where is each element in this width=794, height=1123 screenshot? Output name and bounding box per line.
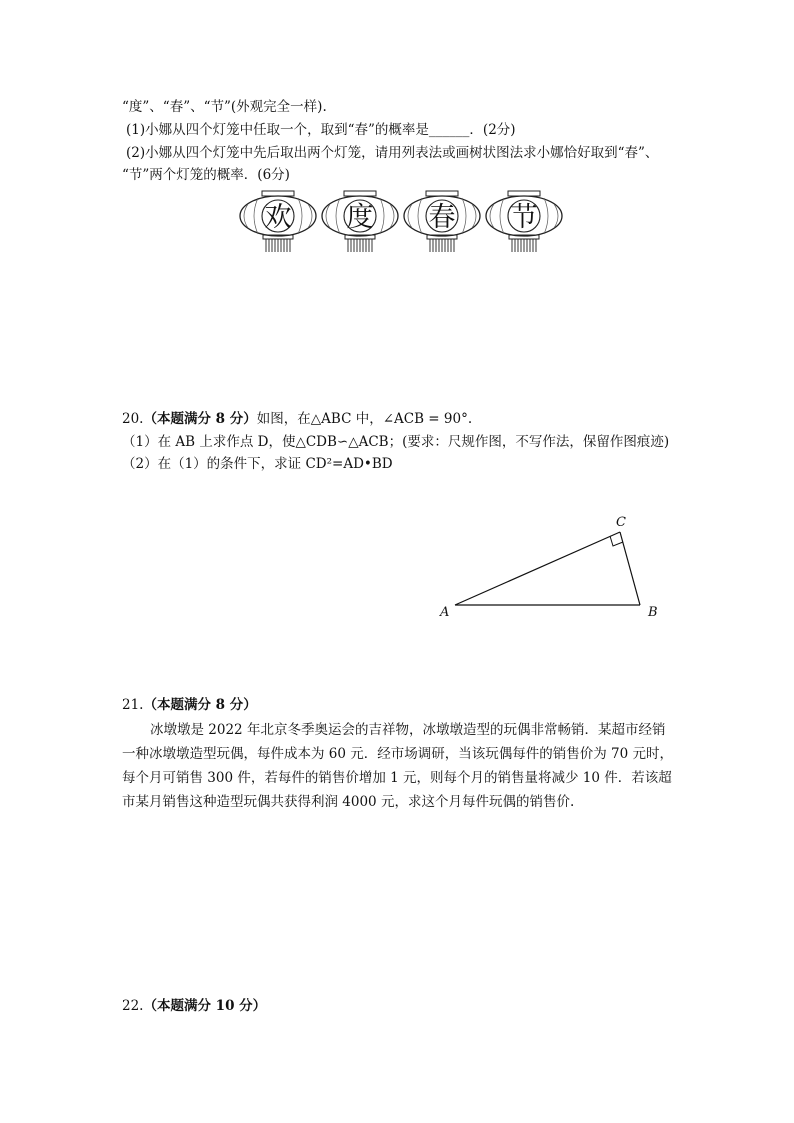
q20-number: 20. <box>122 411 144 427</box>
q21-number: 21. <box>122 697 144 713</box>
q21-line-2: 一种冰墩墩造型玩偶，每件成本为 60 元．经市场调研，当该玩偶每件的销售价为 70 元时， <box>122 746 674 762</box>
q20-stem: 如图，在△ABC 中，∠ACB = 90°. <box>256 411 473 427</box>
lantern-4 <box>486 191 562 252</box>
q19-part2-line1: (2)小娜从四个灯笼中先后取出两个灯笼，请用列表法或画树状图法求小娜恰好取到“春”、 <box>126 145 659 161</box>
lantern-1-char: 欢 <box>264 202 292 233</box>
side-ac <box>455 532 620 605</box>
q22-header <box>122 997 266 1015</box>
lantern-4-char: 节 <box>510 202 538 233</box>
q21-line-4: 市某月销售这种造型玩偶共获得利润 4000 元，求这个月每件玩偶的销售价. <box>122 794 575 810</box>
q20-part2: （2）在（1）的条件下，求证 CD²=AD•BD <box>122 456 393 472</box>
q19-part2-line2: “节”两个灯笼的概率．(6分) <box>122 167 290 183</box>
lantern-2-char: 度 <box>346 202 374 233</box>
q20-score: （本题满分 8 分） <box>143 411 257 427</box>
lantern-1 <box>240 191 316 252</box>
lantern-2 <box>322 191 398 252</box>
q20-header <box>122 410 472 428</box>
q21-score: （本题满分 8 分） <box>143 697 257 713</box>
side-cb <box>620 532 640 605</box>
q21-header <box>122 696 257 714</box>
q22-score: （本题满分 10 分） <box>143 998 267 1014</box>
q19-part1: (1)小娜从四个灯笼中任取一个，取到“春”的概率是______．(2分) <box>126 122 516 138</box>
vertex-c-label: C <box>616 515 626 530</box>
lantern-3-char: 春 <box>428 202 456 233</box>
triangle-figure <box>430 508 670 624</box>
q22-number: 22. <box>122 998 144 1014</box>
q19-option-text: “度”、“春”、“节”(外观完全一样). <box>122 99 327 115</box>
vertex-b-label: B <box>648 605 658 620</box>
vertex-a-label: A <box>440 605 450 620</box>
lantern-3 <box>404 191 480 252</box>
lantern-figure <box>236 190 566 256</box>
q20-part1: （1）在 AB 上求作点 D，使△CDB∽△ACB；(要求：尺规作图，不写作法，保留作图痕迹) <box>122 434 670 450</box>
q21-line-1: 冰墩墩是 2022 年北京冬季奥运会的吉祥物，冰墩墩造型的玩偶非常畅销．某超市经销 <box>150 722 666 738</box>
q21-line-3: 每个月可销售 300 件，若每件的销售价增加 1 元，则每个月的销售量将减少 10 件．若该超 <box>122 770 672 786</box>
